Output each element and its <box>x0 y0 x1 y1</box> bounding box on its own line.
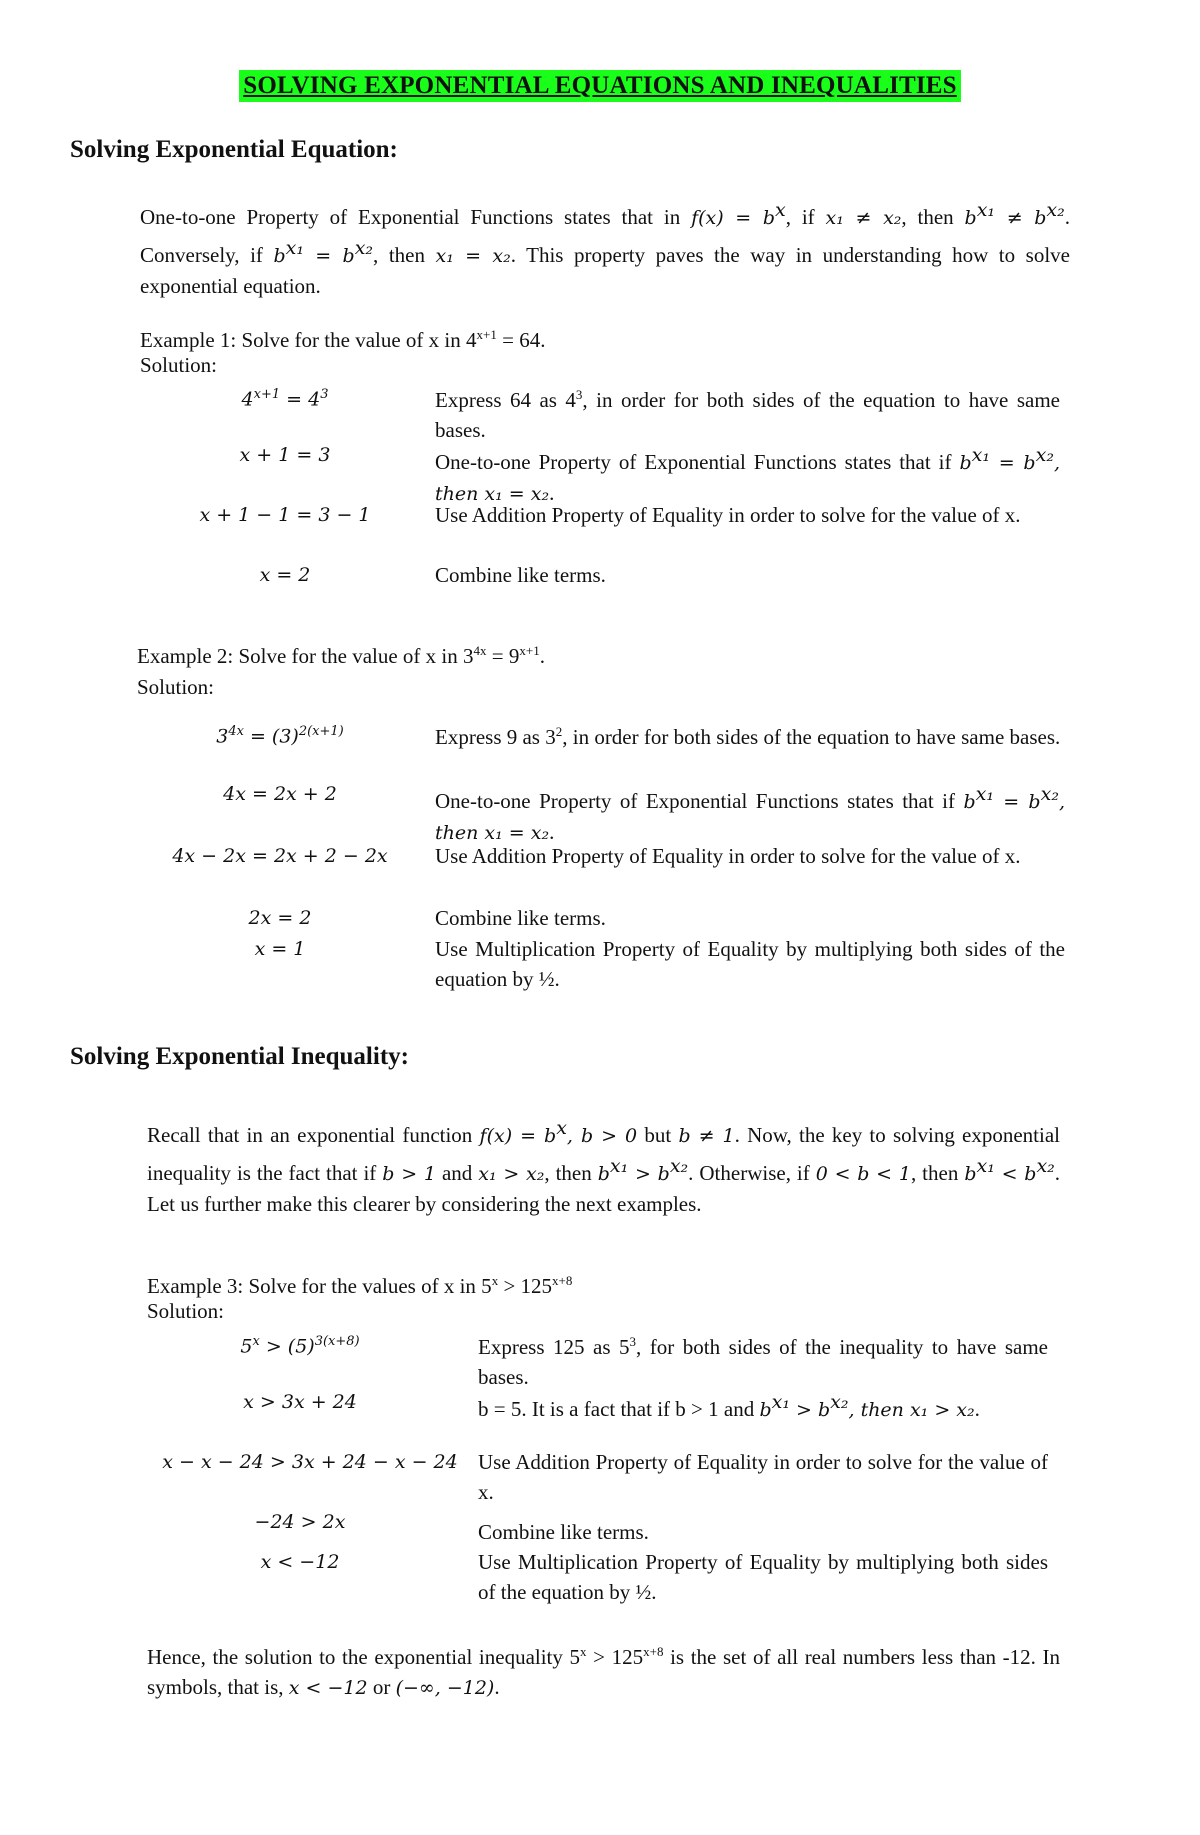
example-1-solution-label: Solution: <box>140 353 218 377</box>
example-1-prompt: Example 1: Solve for the value of x in $4^{x+1} = 64$. <box>140 327 546 352</box>
equation-intro-paragraph: One-to-one Property of Exponential Functions states that in $f(x) = b^x$, if x₁ ≠ x₂, then $b^{x_1} \ne b^{x_2}$. Conversely, if $b^{x_1} = b^{x_2}$, then x₁ = x₂. This property paves the way in understanding how to solve exponential equation. <box>140 199 1071 298</box>
example-1-step-1-description: Express 64 as $4^3$, in order for both sides of the equation to have same bases. <box>435 387 1060 442</box>
example-2-step-5-equation: x = 1 <box>254 938 306 960</box>
example-2-solution-label: Solution: <box>137 675 215 699</box>
example-2-step-5-description: Use Multiplication Property of Equality by multiplying both sides of the equation by ½. <box>435 937 1065 991</box>
example-3-step-1-equation: $5^x > (5)^{3(x+8)}$ <box>240 1334 360 1358</box>
example-3-step-1-description: Express 125 as $5^3$, for both sides of the inequality to have same bases. <box>478 1334 1048 1389</box>
example-3-step-2-equation: x > 3x + 24 <box>243 1391 357 1413</box>
example-3-step-5-description: Use Multiplication Property of Equality by multiplying both sides of the equation by ½. <box>478 1550 1048 1604</box>
example-3-solution-label: Solution: <box>147 1299 225 1323</box>
inequality-intro-paragraph: Recall that in an exponential function $f(x) = b^x$, b > 0 but b ≠ 1. Now, the key to solving exponential inequality is the fact that if b > 1 and x₁ > x₂, then $b^{x_1} > b^{x_2}$. Otherwise, if 0 < b < 1, then $b^{x_1} < b^{x_2}$. Let us further make this clearer by considering the next examples. <box>147 1117 1061 1216</box>
example-2-step-2-description: One-to-one Property of Exponential Functions states that if $b^{x_1} = b^{x_2}$, then x₁ = x₂. <box>435 783 1065 844</box>
example-1-step-3-description: Use Addition Property of Equality in order to solve for the value of x. <box>435 503 1021 527</box>
example-3-prompt: Example 3: Solve for the values of x in $5^x > 125^{x+8}$ <box>147 1273 573 1298</box>
conclusion-paragraph: Hence, the solution to the exponential inequality $5^x > 125^{x+8}$ is the set of all real numbers less than -12. In symbols, that is, x < −12 or (−∞, −12). <box>147 1644 1060 1699</box>
example-3-step-3-description: Use Addition Property of Equality in order to solve for the value of x. <box>478 1450 1048 1504</box>
example-1-step-4-description: Combine like terms. <box>435 563 606 587</box>
example-2-step-4-description: Combine like terms. <box>435 906 606 930</box>
example-2-step-1-equation: $3^{4x} = (3)^{2(x+1)}$ <box>216 724 344 748</box>
example-1-step-4-equation: x = 2 <box>259 564 311 586</box>
example-2-step-3-description: Use Addition Property of Equality in order to solve for the value of x. <box>435 844 1021 868</box>
example-2-step-1-description: Express 9 as $3^2$, in order for both sides of the equation to have same bases. <box>435 724 1061 749</box>
example-3-step-4-equation: −24 > 2x <box>254 1511 346 1533</box>
example-1-step-2-equation: x + 1 = 3 <box>239 444 331 466</box>
example-3-step-2-description: b = 5. It is a fact that if b > 1 and $b^{x_1} > b^{x_2}$, then x₁ > x₂. <box>478 1391 980 1421</box>
example-1-step-2-description: One-to-one Property of Exponential Functions states that if $b^{x_1} = b^{x_2}$, then x₁ = x₂. <box>435 444 1060 505</box>
example-3-step-3-equation: x − x − 24 > 3x + 24 − x − 24 <box>162 1451 458 1473</box>
example-3-step-4-description: Combine like terms. <box>478 1520 649 1544</box>
example-2-step-3-equation: 4x − 2x = 2x + 2 − 2x <box>172 845 388 867</box>
example-2-prompt: Example 2: Solve for the value of x in $3^{4x} = 9^{x+1}$. <box>137 643 545 668</box>
section-heading-equation: Solving Exponential Equation: <box>70 136 398 163</box>
example-3-step-5-equation: x < −12 <box>260 1551 340 1573</box>
example-2-step-4-equation: 2x = 2 <box>248 907 312 929</box>
example-1-step-1-equation: $4^{x+1} = 4^3$ <box>241 387 329 411</box>
example-2-step-2-equation: 4x = 2x + 2 <box>223 783 337 805</box>
example-1-step-3-equation: x + 1 − 1 = 3 − 1 <box>199 504 371 526</box>
section-heading-inequality: Solving Exponential Inequality: <box>70 1043 409 1070</box>
page-title: SOLVING EXPONENTIAL EQUATIONS AND INEQUALITIES <box>239 70 961 102</box>
title-container <box>0 70 1200 102</box>
